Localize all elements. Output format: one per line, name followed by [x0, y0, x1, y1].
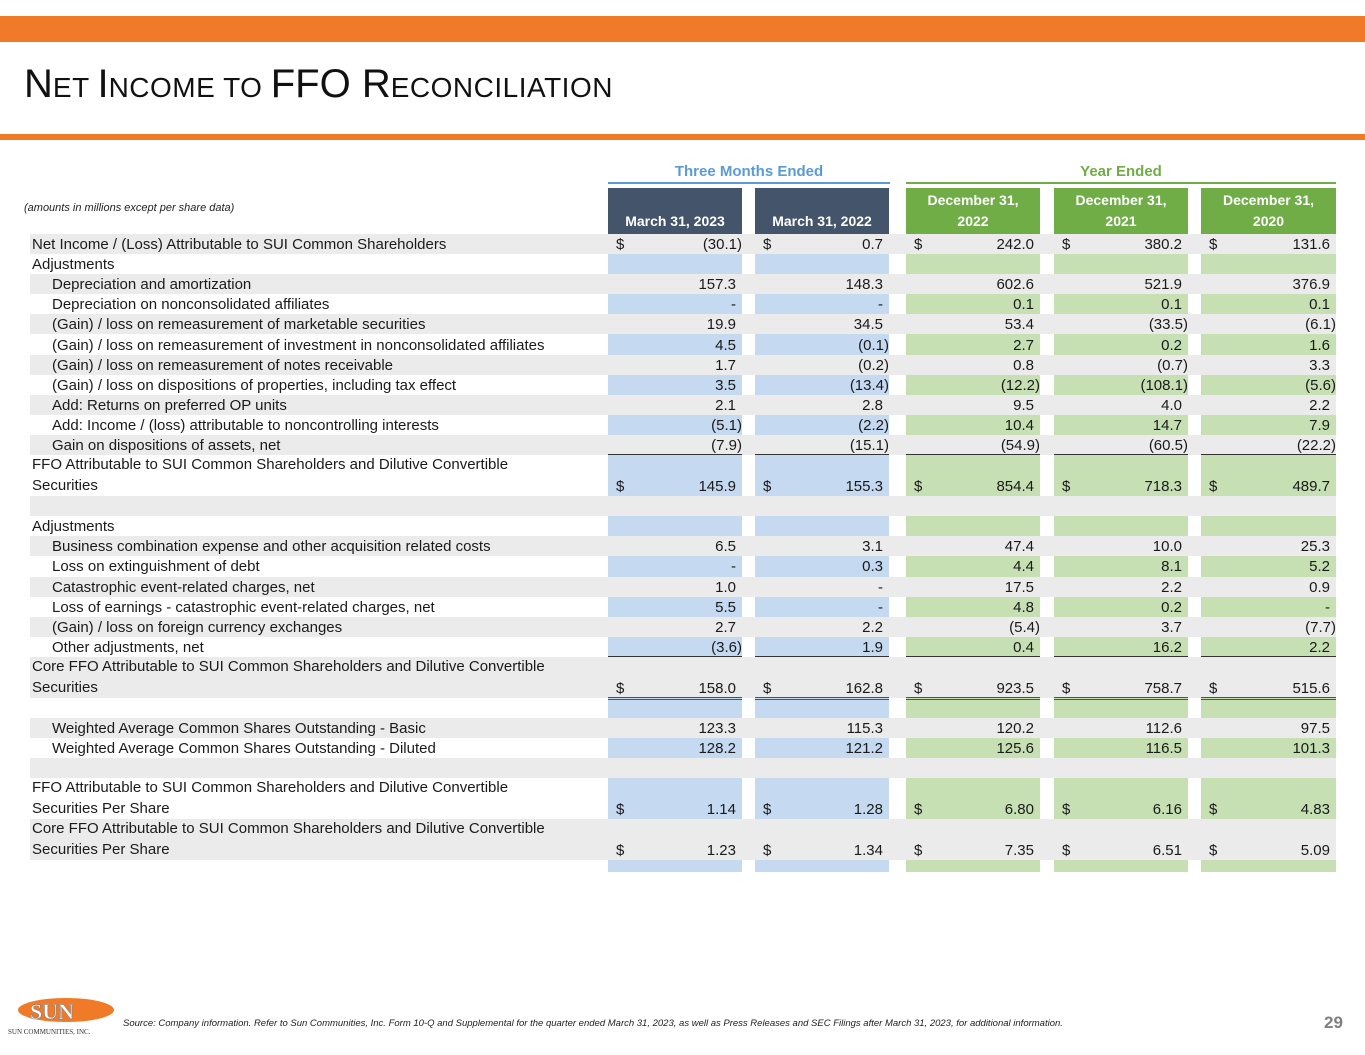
value-cell: 112.6: [1145, 720, 1182, 738]
value-cell: 10.4: [1004, 416, 1034, 434]
row-label: Loss of earnings - catastrophic event-related charges, net: [52, 598, 435, 616]
value-cell: 0.1: [1309, 296, 1330, 314]
column-header-5: December 31, 2020: [1201, 188, 1336, 234]
value-cell: 47.4: [1004, 538, 1034, 556]
currency-symbol: $: [763, 801, 772, 819]
table-row: [30, 758, 1336, 778]
row-label: Adjustments: [32, 256, 115, 274]
value-cell: 6.80: [1004, 801, 1034, 819]
value-cell: 19.9: [706, 316, 736, 334]
currency-symbol: $: [914, 801, 923, 819]
row-label: Depreciation on nonconsolidated affiliates: [52, 296, 330, 314]
subtotal-underline: [755, 454, 889, 455]
value-cell: 0.7: [862, 236, 883, 254]
subtotal-underline: [906, 656, 1040, 657]
value-cell: 521.9: [1144, 276, 1182, 294]
value-cell: 157.3: [698, 276, 736, 294]
currency-symbol: $: [914, 679, 923, 697]
value-cell: (13.4): [849, 376, 889, 394]
row-label: Core FFO Attributable to SUI Common Shareholders and Dilutive Convertible Securities: [32, 657, 545, 696]
value-cell: 3.5: [715, 376, 736, 394]
value-cell: 2.2: [862, 618, 883, 636]
value-cell: -: [878, 598, 883, 616]
value-cell: 923.5: [996, 679, 1034, 697]
currency-symbol: $: [1062, 236, 1071, 254]
table-row: [30, 819, 1336, 860]
table-row: [30, 274, 1336, 294]
table-row: [30, 617, 1336, 637]
row-label: Depreciation and amortization: [52, 276, 252, 294]
table-row: [30, 415, 1336, 435]
table-row: [30, 516, 1336, 536]
value-cell: 25.3: [1300, 538, 1330, 556]
row-label: Adjustments: [32, 518, 115, 536]
currency-symbol: $: [1209, 236, 1218, 254]
row-label: (Gain) / loss on foreign currency exchanges: [52, 618, 343, 636]
row-label: Add: Returns on preferred OP units: [52, 396, 287, 414]
value-cell: (54.9): [1000, 437, 1040, 455]
value-cell: 3.1: [862, 538, 883, 556]
value-cell: (60.5): [1148, 437, 1188, 455]
currency-symbol: $: [1062, 801, 1071, 819]
value-cell: 34.5: [853, 316, 883, 334]
value-cell: 0.3: [862, 558, 883, 576]
row-label: Other adjustments, net: [52, 638, 204, 656]
value-cell: 4.0: [1161, 396, 1182, 414]
value-cell: 9.5: [1013, 396, 1034, 414]
value-cell: 148.3: [845, 276, 883, 294]
total-double-underline: [1054, 697, 1188, 700]
value-cell: 5.5: [715, 598, 736, 616]
currency-symbol: $: [1209, 801, 1218, 819]
subtotal-underline: [1201, 656, 1336, 657]
row-label: FFO Attributable to SUI Common Shareholders and Dilutive Convertible Securities: [32, 456, 509, 495]
value-cell: 0.1: [1013, 296, 1034, 314]
value-cell: 14.7: [1152, 416, 1182, 434]
value-cell: 7.9: [1309, 416, 1330, 434]
currency-symbol: $: [1209, 842, 1218, 860]
table-row: [30, 254, 1336, 274]
value-cell: 718.3: [1144, 478, 1182, 496]
value-cell: (22.2): [1296, 437, 1336, 455]
table-row: [30, 395, 1336, 415]
subtotal-underline: [1054, 656, 1188, 657]
value-cell: 7.35: [1004, 842, 1034, 860]
value-cell: (7.7): [1305, 618, 1336, 636]
row-label: FFO Attributable to SUI Common Shareholders and Dilutive Convertible Securities Per Share: [32, 779, 509, 818]
table-row: [30, 536, 1336, 556]
value-cell: (3.6): [711, 638, 742, 656]
value-cell: 125.6: [996, 740, 1034, 758]
logo-subtext: SUN COMMUNITIES, INC.: [8, 1028, 91, 1036]
value-cell: 2.2: [1309, 638, 1330, 656]
column-header-1: March 31, 2023: [608, 188, 742, 234]
currency-symbol: $: [1062, 842, 1071, 860]
total-double-underline: [755, 697, 889, 700]
value-cell: 97.5: [1300, 720, 1330, 738]
table-row: [30, 375, 1336, 395]
value-cell: (7.9): [711, 437, 742, 455]
table-row: [30, 496, 1336, 516]
value-cell: 116.5: [1145, 740, 1182, 758]
logo-wordmark: SUN: [30, 999, 75, 1024]
value-cell: (5.4): [1009, 618, 1040, 636]
value-cell: 1.23: [706, 842, 736, 860]
value-cell: (2.2): [858, 416, 889, 434]
value-cell: 2.8: [862, 396, 883, 414]
value-cell: 2.1: [715, 396, 736, 414]
table-row: [30, 718, 1336, 738]
subtotal-underline: [906, 454, 1040, 455]
table-row: [30, 355, 1336, 375]
value-cell: 123.3: [698, 720, 736, 738]
value-cell: 1.34: [853, 842, 883, 860]
currency-symbol: $: [616, 842, 625, 860]
row-label: Core FFO Attributable to SUI Common Shareholders and Dilutive Convertible Securities Per Share: [32, 820, 545, 859]
row-label: (Gain) / loss on remeasurement of notes receivable: [52, 356, 393, 374]
value-cell: (15.1): [849, 437, 889, 455]
currency-symbol: $: [1209, 478, 1218, 496]
table-row: [30, 455, 1336, 496]
row-label: Loss on extinguishment of debt: [52, 558, 260, 576]
value-cell: 120.2: [996, 720, 1034, 738]
total-double-underline: [906, 697, 1040, 700]
value-cell: 4.8: [1013, 598, 1034, 616]
value-cell: 1.9: [862, 638, 883, 656]
column-header-2: March 31, 2022: [755, 188, 889, 234]
value-cell: 0.9: [1309, 578, 1330, 596]
value-cell: (0.7): [1157, 356, 1188, 374]
table-row: [30, 234, 1336, 254]
value-cell: 4.4: [1013, 558, 1034, 576]
currency-symbol: $: [914, 478, 923, 496]
table-row: [30, 314, 1336, 334]
page-title: NET INCOME TO FFO RECONCILIATION: [24, 62, 613, 106]
value-cell: -: [878, 578, 883, 596]
value-cell: 155.3: [845, 478, 883, 496]
title-rule: [0, 134, 1365, 140]
value-cell: 131.6: [1292, 236, 1330, 254]
value-cell: 0.2: [1161, 336, 1182, 354]
value-cell: 380.2: [1144, 236, 1182, 254]
currency-symbol: $: [616, 236, 625, 254]
value-cell: 5.2: [1309, 558, 1330, 576]
row-label: Gain on dispositions of assets, net: [52, 437, 281, 455]
value-cell: 0.2: [1161, 598, 1182, 616]
row-label: (Gain) / loss on dispositions of properties, including tax effect: [52, 376, 457, 394]
value-cell: 1.28: [853, 801, 883, 819]
currency-symbol: $: [1062, 679, 1071, 697]
table-row: [30, 657, 1336, 698]
value-cell: 3.3: [1309, 356, 1330, 374]
value-cell: 0.1: [1161, 296, 1182, 314]
value-cell: 115.3: [846, 720, 883, 738]
table-row: [30, 597, 1336, 617]
table-row: [30, 435, 1336, 455]
page-number: 29: [1324, 1013, 1343, 1032]
value-cell: 2.2: [1309, 396, 1330, 414]
table-row: [30, 698, 1336, 718]
value-cell: 101.3: [1292, 740, 1330, 758]
value-cell: -: [878, 296, 883, 314]
table-row: [30, 335, 1336, 355]
value-cell: 145.9: [698, 478, 736, 496]
subtotal-underline: [608, 656, 742, 657]
value-cell: 242.0: [996, 236, 1034, 254]
value-cell: 1.7: [715, 356, 736, 374]
table-row: [30, 294, 1336, 314]
value-cell: 53.4: [1004, 316, 1034, 334]
subtotal-underline: [755, 656, 889, 657]
value-cell: 121.2: [845, 740, 883, 758]
table-row: [30, 778, 1336, 819]
value-cell: 6.5: [715, 538, 736, 556]
row-label: (Gain) / loss on remeasurement of marketable securities: [52, 316, 426, 334]
value-cell: 3.7: [1161, 618, 1182, 636]
total-double-underline: [608, 697, 742, 700]
value-cell: 158.0: [698, 679, 736, 697]
currency-symbol: $: [914, 842, 923, 860]
value-cell: (12.2): [1000, 376, 1040, 394]
value-cell: (5.1): [711, 416, 742, 434]
top-accent-bar: [0, 16, 1365, 42]
value-cell: (0.2): [858, 356, 889, 374]
source-footnote: Source: Company information. Refer to Sun Communities, Inc. Form 10-Q and Supplemental for the quarter ended March 31, 2023, as well as Press Releases and SEC Filings after March 31, 2023, for additional information.: [123, 1018, 1063, 1029]
table-row: [30, 577, 1336, 597]
subtotal-underline: [608, 454, 742, 455]
value-cell: 515.6: [1292, 679, 1330, 697]
currency-symbol: $: [763, 842, 772, 860]
row-label: Weighted Average Common Shares Outstanding - Basic: [52, 720, 426, 738]
company-logo: [8, 994, 118, 1038]
value-cell: 1.6: [1309, 336, 1330, 354]
currency-symbol: $: [616, 679, 625, 697]
value-cell: (108.1): [1140, 376, 1188, 394]
value-cell: 4.5: [715, 336, 736, 354]
value-cell: (33.5): [1148, 316, 1188, 334]
value-cell: 4.83: [1300, 801, 1330, 819]
currency-symbol: $: [763, 478, 772, 496]
row-label: Business combination expense and other acquisition related costs: [52, 538, 491, 556]
currency-symbol: $: [763, 679, 772, 697]
row-label: Net Income / (Loss) Attributable to SUI Common Shareholders: [32, 236, 447, 254]
value-cell: 6.51: [1152, 842, 1182, 860]
value-cell: 376.9: [1292, 276, 1330, 294]
currency-symbol: $: [763, 236, 772, 254]
row-label: Catastrophic event-related charges, net: [52, 578, 315, 596]
subtotal-underline: [1201, 454, 1336, 455]
currency-symbol: $: [1062, 478, 1071, 496]
value-cell: 2.2: [1161, 578, 1182, 596]
table-row: [30, 637, 1336, 657]
value-cell: 17.5: [1004, 578, 1034, 596]
value-cell: -: [731, 296, 736, 314]
three-months-ended-group: Three Months Ended: [608, 162, 890, 184]
column-header-3: December 31, 2022: [906, 188, 1040, 234]
value-cell: -: [731, 558, 736, 576]
value-cell: 128.2: [698, 740, 736, 758]
column-header-4: December 31, 2021: [1054, 188, 1188, 234]
value-cell: 5.09: [1300, 842, 1330, 860]
currency-symbol: $: [1209, 679, 1218, 697]
value-cell: 10.0: [1152, 538, 1182, 556]
value-cell: (5.6): [1305, 376, 1336, 394]
row-label: Add: Income / (loss) attributable to noncontrolling interests: [52, 416, 439, 434]
value-cell: 162.8: [845, 679, 883, 697]
value-cell: 489.7: [1292, 478, 1330, 496]
table-row: [30, 556, 1336, 576]
value-cell: (30.1): [702, 236, 742, 254]
currency-symbol: $: [914, 236, 923, 254]
total-double-underline: [1201, 697, 1336, 700]
value-cell: (6.1): [1305, 316, 1336, 334]
value-cell: 0.4: [1013, 638, 1034, 656]
value-cell: 0.8: [1013, 356, 1034, 374]
value-cell: 2.7: [715, 618, 736, 636]
units-note: (amounts in millions except per share data): [24, 202, 235, 214]
value-cell: (0.1): [858, 336, 889, 354]
row-label: (Gain) / loss on remeasurement of investment in nonconsolidated affiliates: [52, 336, 545, 354]
currency-symbol: $: [616, 478, 625, 496]
value-cell: 8.1: [1161, 558, 1182, 576]
value-cell: 602.6: [996, 276, 1034, 294]
value-cell: -: [1325, 598, 1330, 616]
value-cell: 2.7: [1013, 336, 1034, 354]
value-cell: 854.4: [996, 478, 1034, 496]
value-cell: 1.0: [715, 578, 736, 596]
value-cell: 16.2: [1152, 638, 1182, 656]
value-cell: 1.14: [706, 801, 736, 819]
value-cell: 6.16: [1152, 801, 1182, 819]
table-row: [30, 738, 1336, 758]
value-cell: 758.7: [1144, 679, 1182, 697]
currency-symbol: $: [616, 801, 625, 819]
year-ended-group: Year Ended: [906, 162, 1336, 184]
subtotal-underline: [1054, 454, 1188, 455]
row-label: Weighted Average Common Shares Outstanding - Diluted: [52, 740, 436, 758]
